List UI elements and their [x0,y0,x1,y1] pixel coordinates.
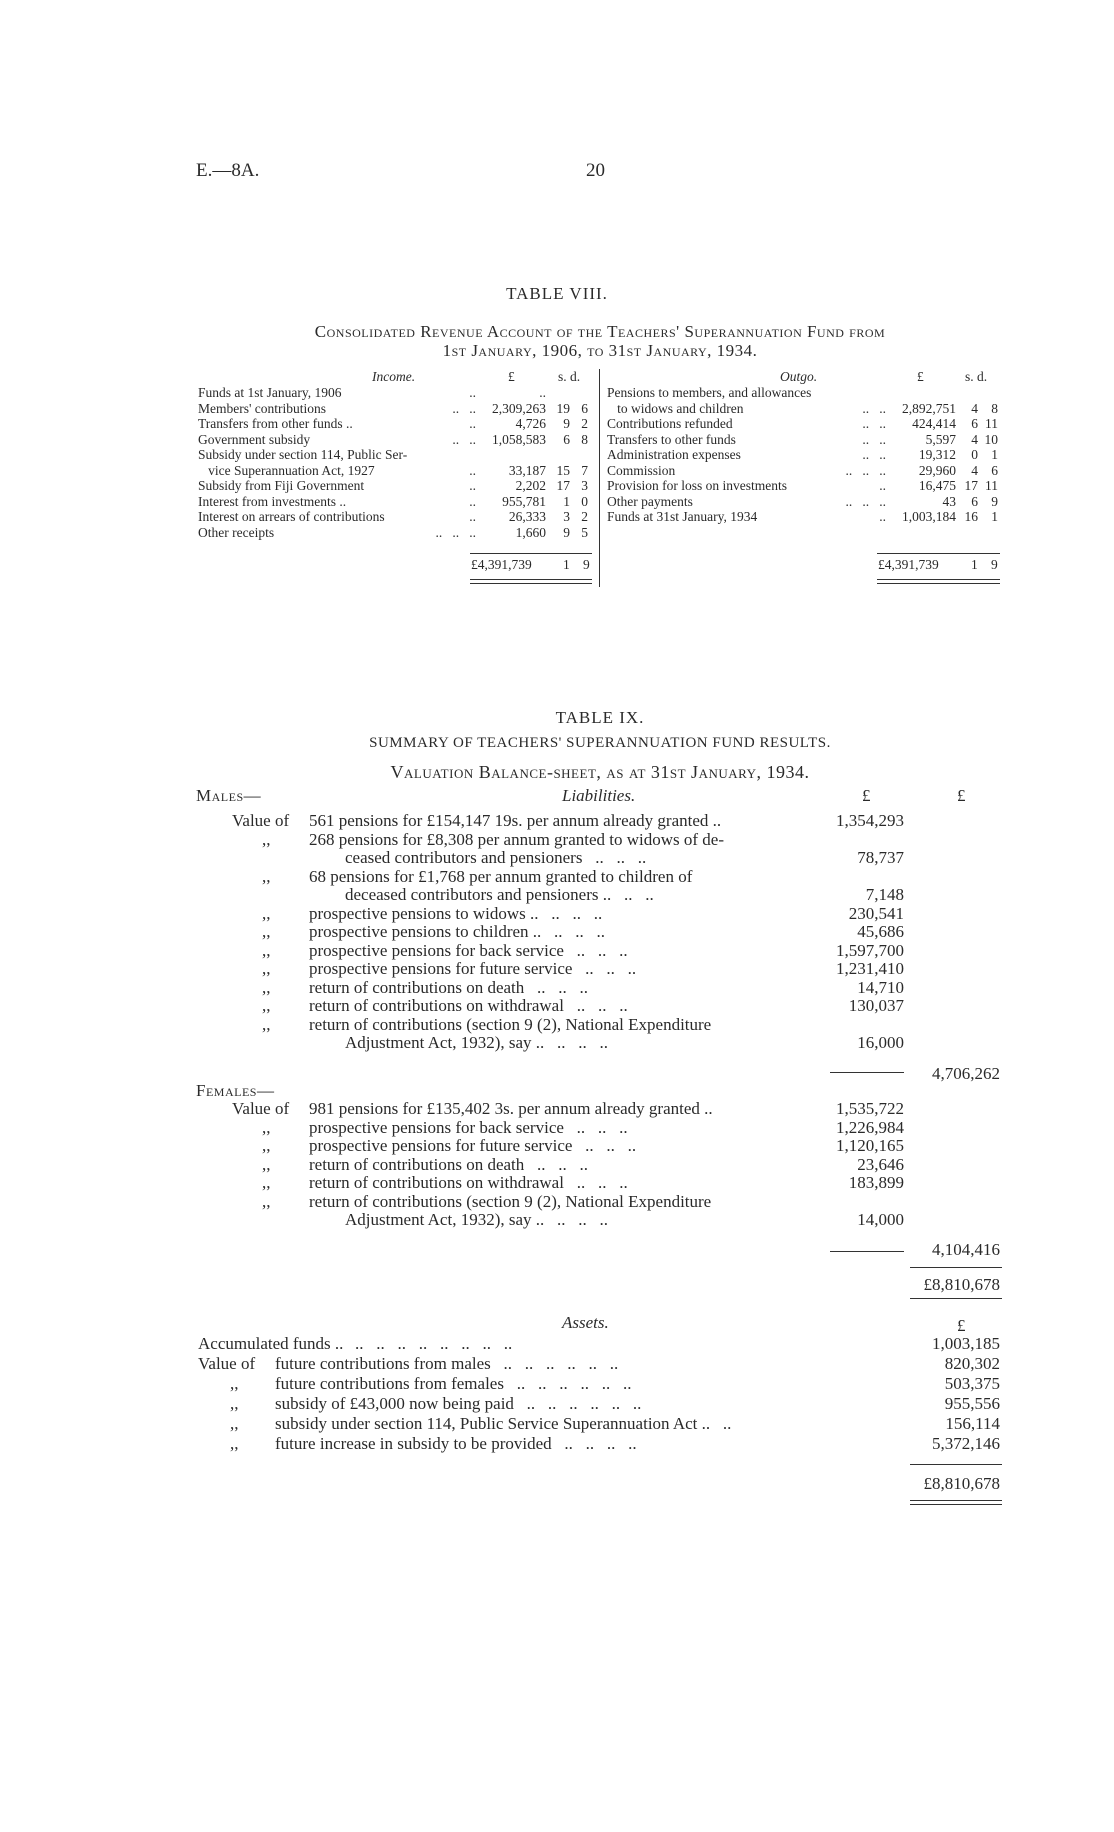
females-total: 4,104,416 [932,1240,1000,1259]
asset-prefix: Accumulated funds .. [198,1334,344,1353]
assets-total-rule-bottom-1 [910,1500,1002,1501]
asset-text: .. .. .. .. .. .. .. .. [355,1334,513,1353]
row-value: 78,737 [857,848,904,867]
outgo-row-pence: 1 [991,447,998,462]
asset-value: 820,302 [944,1354,1000,1373]
outgo-row-label: to widows and children [607,400,744,416]
row-text: return of contributions on withdrawal .. .. .. [309,1173,628,1192]
row-text: 561 pensions for £154,147 19s. per annum already granted .. [309,811,722,830]
income-total-rule-bottom-1 [470,579,592,580]
income-row-pence: 7 [581,462,588,478]
outgo-col-pounds: £ [917,369,924,384]
row-prefix: Value of [232,1099,290,1118]
row-value: 14,000 [857,1210,904,1229]
assets-total-rule-bottom-2 [910,1504,1002,1505]
row-value: 1,226,984 [836,1117,904,1137]
row-ditto: ,, [262,1136,271,1155]
income-total: £4,391,739 [471,557,532,572]
row-prefix: Value of [232,811,290,830]
income-row-label: Government subsidy [198,431,311,447]
row-value: 230,541 [848,903,904,923]
outgo-row-pence: 6 [991,462,998,478]
row-value: 1,535,722 [836,1099,904,1118]
income-row-label: Members' contributions [198,400,327,416]
outgo-row-pence: 8 [991,400,998,416]
table8-subtitle-2: 1st January, 1906, to 31st January, 1934. [442,341,758,360]
liabilities-col2: £ [957,786,966,805]
row-ditto: ,, [262,1014,271,1034]
asset-text: subsidy of £43,000 now being paid .. .. .. .. .. .. [275,1394,642,1413]
males-total: 4,706,262 [932,1064,1000,1083]
outgo-total: £4,391,739 [878,557,939,572]
outgo-row-pounds: 29,960 [918,462,956,478]
outgo-row-shillings: 4 [971,462,978,478]
income-row-shillings: 6 [563,431,570,447]
outgo-total-rule-bottom-1 [877,579,1000,580]
asset-value: 5,372,146 [932,1434,1000,1453]
row-text: deceased contributors and pensioners .. .. .. [345,885,654,904]
row-ditto: ,, [262,922,271,941]
outgo-row-pounds: 5,597 [925,431,956,447]
income-row-label: Subsidy from Fiji Government [198,478,365,493]
row-value: 183,899 [848,1173,904,1192]
outgo-row-leader: .. .. [862,447,886,462]
outgo-col-sd: s. d. [965,369,988,384]
outgo-row-leader: .. [879,509,886,524]
income-row-pence: 5 [581,524,588,540]
income-row-pounds: 26,333 [508,509,546,524]
assets-total-rule-top [910,1464,1002,1465]
outgo-row-pounds: 1,003,184 [902,509,956,524]
outgo-row-label: Pensions to members, and allowances [607,385,812,400]
outgo-row-leader: .. [879,478,886,493]
asset-ditto: ,, [230,1414,239,1433]
outgo-row-pence: 9 [991,493,998,509]
asset-text: future contributions from females .. .. .. .. .. .. [275,1374,632,1393]
row-text: prospective pensions for back service .. .. .. [309,1117,628,1137]
asset-ditto: ,, [230,1374,239,1393]
row-text: return of contributions on withdrawal .. .. .. [309,996,628,1015]
outgo-row-pounds: 43 [942,493,956,509]
row-text: ceased contributors and pensioners .. .. .. [345,848,647,867]
income-row-label: Subsidy under section 114, Public Ser- [198,447,408,462]
row-text: prospective pensions for future service .. .. .. [309,1136,637,1155]
asset-value: 1,003,185 [932,1334,1000,1353]
income-row-label: Other receipts [198,524,275,540]
row-value: 1,354,293 [836,811,904,830]
outgo-row-label: Commission [607,462,676,478]
row-text: prospective pensions for back service .. .. .. [309,940,628,960]
row-value: 1,231,410 [836,959,904,978]
table8-divider [599,369,600,587]
income-row-pounds: 2,309,263 [492,400,546,416]
income-row-label: Funds at 1st January, 1906 [198,385,342,400]
asset-text: future increase in subsidy to be provided .. .. .. .. [275,1434,637,1453]
outgo-row-shillings: 4 [971,400,978,416]
asset-value: 503,375 [944,1374,1000,1393]
income-row-label: vice Superannuation Act, 1927 [198,462,375,478]
row-value: 7,148 [865,885,904,904]
income-row-pence: 2 [581,416,588,431]
income-row-pounds: 4,726 [515,416,546,431]
income-row-shillings: 3 [563,509,570,524]
outgo-row-leader: .. .. [862,431,886,447]
outgo-row-label: Transfers to other funds [607,431,736,447]
income-total-s: 1 [563,557,570,572]
outgo-row-leader: .. .. .. [845,462,886,478]
asset-ditto: ,, [230,1434,239,1453]
row-ditto: ,, [262,829,271,849]
income-row-pence: 8 [581,431,588,447]
row-value: 45,686 [857,922,904,941]
row-text: 268 pensions for £8,308 per annum granted to widows of de- [309,829,725,849]
outgo-row-label: Provision for loss on investments [607,478,788,493]
liabilities-heading: Liabilities. [562,786,636,805]
income-row-shillings: 1 [563,493,570,509]
row-text: Adjustment Act, 1932), say .. .. .. .. [345,1210,609,1229]
income-total-rule-top [470,553,592,554]
outgo-total-d: 9 [991,557,998,572]
income-row-leader: .. [469,462,476,478]
row-text: 68 pensions for £1,768 per annum granted to children of [309,866,693,886]
outgo-row-pence: 11 [985,478,998,493]
row-text: prospective pensions to children .. .. .. .. [309,922,606,941]
outgo-row-shillings: 17 [964,478,978,493]
table9-subtitle: SUMMARY OF TEACHERS' SUPERANNUATION FUND RESULTS. [369,735,831,751]
income-col-sd: s. d. [558,369,581,384]
row-text: prospective pensions to widows .. .. .. .. [309,903,603,923]
outgo-row-shillings: 0 [971,447,978,462]
row-text: return of contributions on death .. .. .. [309,977,589,997]
row-value: 1,120,165 [836,1136,904,1155]
income-row-pence: 3 [581,478,588,493]
balance-sheet-heading: Valuation Balance-sheet, as at 31st January, 1934. [390,762,810,782]
liabilities-total-rule-top [910,1267,1002,1268]
asset-ditto: ,, [230,1394,239,1413]
outgo-total-rule-top [877,553,1000,554]
asset-value: 156,114 [945,1414,1000,1433]
outgo-row-pence: 1 [991,509,998,524]
income-heading: Income. [372,369,416,384]
assets-col: £ [957,1316,966,1335]
income-row-shillings: 17 [556,478,570,493]
outgo-row-label: Other payments [607,493,693,509]
males-label: Males— [196,786,262,805]
row-text: return of contributions (section 9 (2), National Expenditure [309,1191,712,1211]
income-row-pence: 6 [581,400,588,416]
outgo-row-label: Funds at 31st January, 1934 [607,509,758,524]
row-text: return of contributions (section 9 (2), National Expenditure [309,1014,712,1034]
row-ditto: ,, [262,959,271,978]
asset-value: 955,556 [944,1394,1000,1413]
outgo-row-pounds: 19,312 [918,447,956,462]
row-value: 1,597,700 [836,940,904,960]
income-row-leader: .. [469,509,476,524]
income-row-pounds: 1,660 [515,524,546,540]
income-row-pounds: 2,202 [515,478,546,493]
income-total-d: 9 [583,557,590,572]
table8-title: TABLE VIII. [506,284,608,303]
females-label: Females— [196,1081,275,1100]
income-row-pence: 0 [581,493,588,509]
row-ditto: ,, [262,903,271,923]
income-col-pounds: £ [508,369,515,384]
income-row-leader: .. .. .. [435,524,476,540]
liabilities-total-rule-bottom [910,1298,1002,1299]
liabilities-col1: £ [862,786,871,805]
asset-prefix: Value of [198,1354,256,1373]
row-value: 23,646 [857,1154,904,1174]
row-ditto: ,, [262,866,271,886]
income-row-shillings: 9 [563,416,570,431]
income-row-label: Interest from investments .. [198,493,347,509]
row-value: 16,000 [857,1033,904,1052]
row-value: 130,037 [848,996,904,1015]
income-row-pounds: 955,781 [502,493,546,509]
row-ditto: ,, [262,977,271,997]
outgo-row-pounds: 2,892,751 [902,400,956,416]
outgo-row-label: Contributions refunded [607,416,733,431]
income-row-leader: .. .. [452,431,476,447]
income-row-leader: .. [469,416,476,431]
income-row-pence: 2 [581,509,588,524]
table9-title: TABLE IX. [555,708,645,727]
income-row-label: Interest on arrears of contributions [198,509,385,524]
asset-text: subsidy under section 114, Public Service Superannuation Act .. .. [275,1414,732,1433]
outgo-row-label: Administration expenses [607,447,741,462]
income-row-pounds: 33,187 [508,462,546,478]
assets-total: £8,810,678 [923,1474,1000,1493]
assets-heading: Assets. [562,1313,609,1332]
income-row-pounds: .. [539,385,546,400]
row-ditto: ,, [262,1117,271,1137]
outgo-heading: Outgo. [780,369,818,384]
document-ref: E.—8A. [196,160,260,181]
page-number: 20 [586,160,605,181]
outgo-row-shillings: 6 [971,493,978,509]
income-row-leader: .. [469,478,476,493]
outgo-row-pence: 10 [984,431,998,447]
outgo-row-leader: .. .. .. [845,493,886,509]
outgo-total-rule-bottom-2 [877,583,1000,584]
row-text: return of contributions on death .. .. .. [309,1154,589,1174]
table8-subtitle-1: Consolidated Revenue Account of the Teachers' Superannuation Fund from [314,322,886,341]
outgo-row-leader: .. .. [862,416,886,431]
row-ditto: ,, [262,1154,271,1174]
income-row-shillings: 15 [556,462,570,478]
row-ditto: ,, [262,996,271,1015]
row-ditto: ,, [262,940,271,960]
row-ditto: ,, [262,1173,271,1192]
row-text: 981 pensions for £135,402 3s. per annum already granted .. [309,1099,713,1118]
outgo-row-pounds: 424,414 [912,416,956,431]
liabilities-total: £8,810,678 [923,1275,1000,1294]
income-row-leader: .. .. [452,400,476,416]
outgo-row-leader: .. .. [862,400,886,416]
income-row-leader: .. [469,493,476,509]
outgo-row-shillings: 6 [971,416,978,431]
outgo-row-pence: 11 [985,416,998,431]
income-row-label: Transfers from other funds .. [198,416,353,431]
row-ditto: ,, [262,1191,271,1211]
income-row-shillings: 19 [556,400,570,416]
income-row-shillings: 9 [563,524,570,540]
outgo-row-shillings: 16 [964,509,978,524]
row-value: 14,710 [857,977,904,997]
asset-text: future contributions from males .. .. .. .. .. .. [275,1354,619,1373]
outgo-row-shillings: 4 [971,431,978,447]
income-total-rule-bottom-2 [470,583,592,584]
income-row-pounds: 1,058,583 [492,431,546,447]
row-text: Adjustment Act, 1932), say .. .. .. .. [345,1033,609,1052]
outgo-total-s: 1 [971,557,978,572]
row-text: prospective pensions for future service .. .. .. [309,959,637,978]
outgo-row-pounds: 16,475 [918,478,956,493]
income-row-leader: .. [469,385,476,400]
